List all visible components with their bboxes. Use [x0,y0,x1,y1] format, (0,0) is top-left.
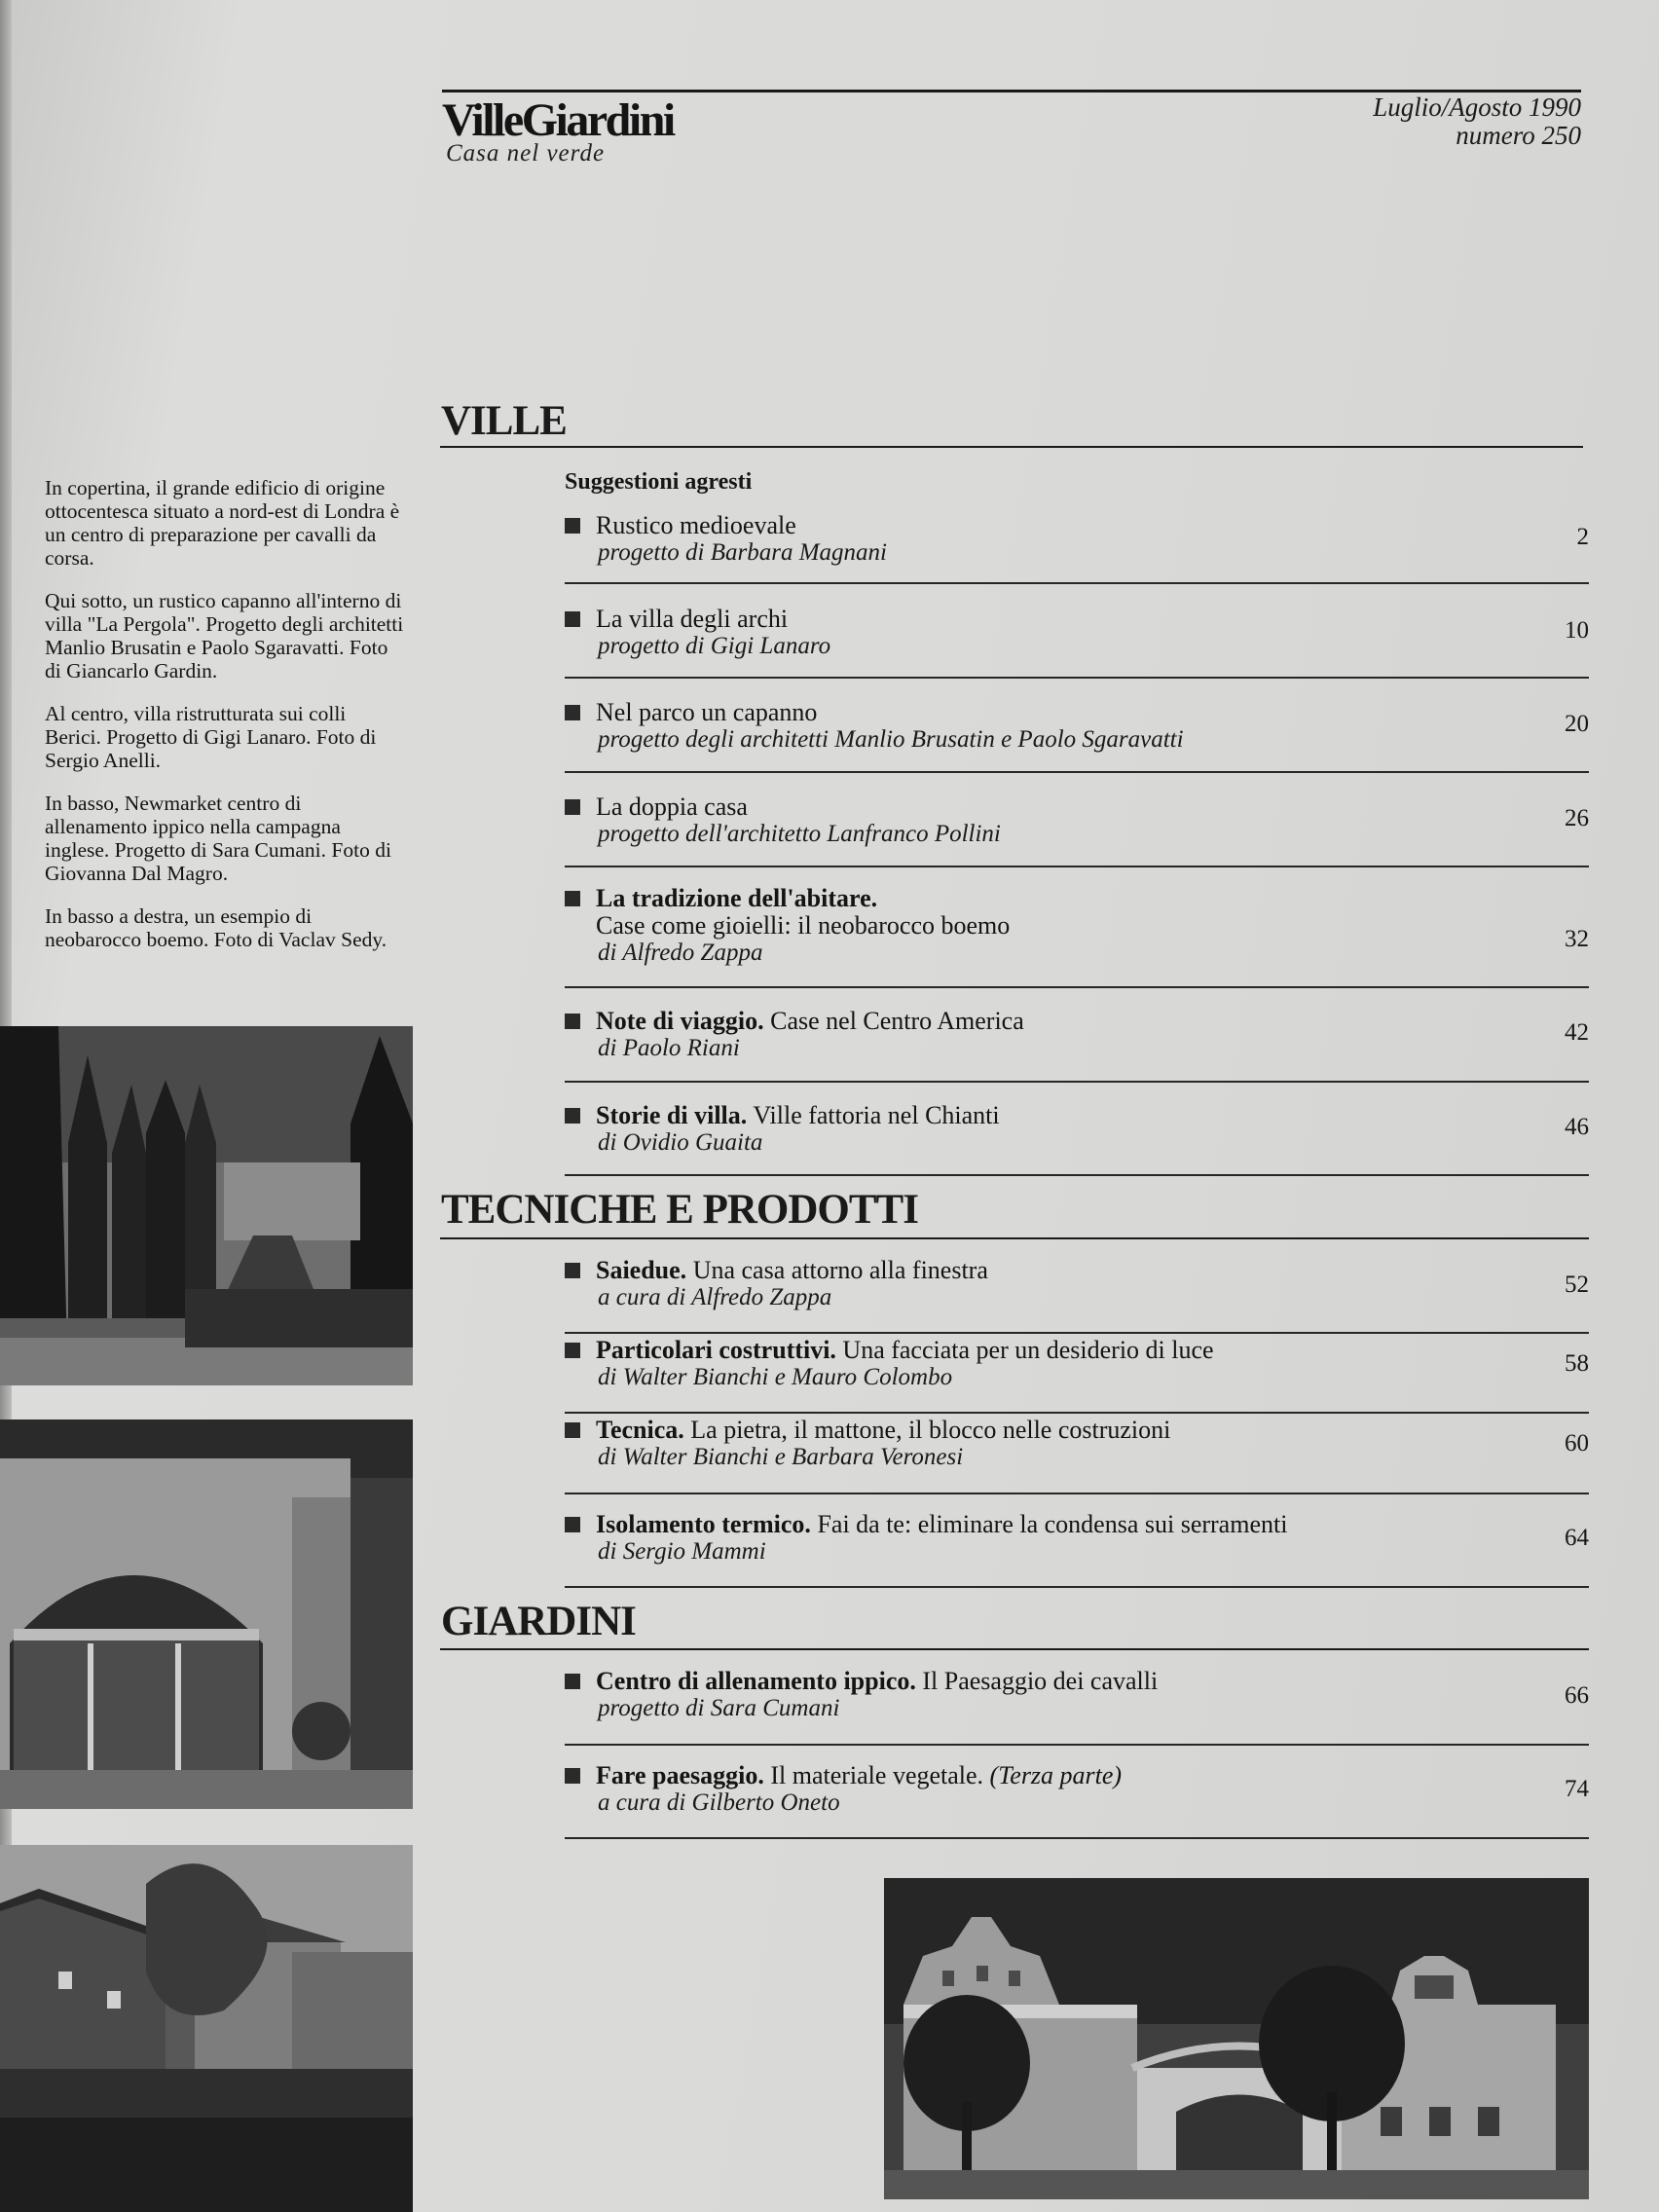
entry-rubric: Tecnica. [596,1416,684,1444]
entry-rubric: Particolari costruttivi. [596,1336,836,1364]
caption-cover: In copertina, il grande edificio di origine ottocentesca situato a nord-est di Londra è un centro di preparazione per cavalli da corsa. [45,476,400,570]
issue-number: numero 250 [1456,121,1581,150]
square-bullet-icon [565,1517,580,1532]
entry-page-number: 2 [1576,524,1589,550]
square-bullet-icon [565,611,580,627]
entry-title: La doppia casa [596,793,748,821]
entry-credit: di Walter Bianchi e Barbara Veronesi [598,1444,964,1470]
toc-entry[interactable] [565,1417,1589,1471]
entry-title-note: (Terza parte) [989,1761,1123,1789]
toc-entry[interactable] [565,1668,1589,1722]
caption-bottom: In basso, Newmarket centro di allenamento ippico nella campagna inglese. Progetto di Sara Cumani. Foto di Giovanna Dal Magro. [45,792,391,885]
square-bullet-icon [565,1263,580,1278]
entry-page-number: 74 [1565,1776,1589,1802]
entry-credit: a cura di Gilberto Oneto [598,1789,840,1816]
entry-credit: di Alfredo Zappa [598,940,763,966]
toc-entry[interactable] [565,885,1589,967]
caption-middle: Al centro, villa ristrutturata sui colli Berici. Progetto di Gigi Lanaro. Foto di Sergio Anelli. [45,702,377,772]
toc-entry[interactable] [565,606,1589,660]
entry-divider [565,1744,1589,1746]
entry-divider [565,1586,1589,1588]
entry-title: La villa degli archi [596,605,789,633]
entry-title: La pietra, il mattone, il blocco nelle costruzioni [690,1416,1171,1444]
entry-page-number: 10 [1565,617,1589,644]
entry-page-number: 46 [1565,1114,1589,1140]
photo-newmarket-house [0,1845,413,2212]
section-heading-giardini: GIARDINI [441,1599,636,1644]
section-rule-tecniche [440,1237,1589,1239]
entry-credit: di Ovidio Guaita [598,1129,763,1156]
entry-rubric: Fare paesaggio. [596,1761,764,1789]
entry-divider [565,1493,1589,1494]
entry-page-number: 58 [1565,1350,1589,1377]
square-bullet-icon [565,1422,580,1438]
entry-divider [565,1837,1589,1839]
entry-page-number: 32 [1565,926,1589,952]
section-rule-ville [440,446,1583,448]
toc-entry[interactable] [565,1102,1589,1157]
entry-title: Una casa attorno alla finestra [692,1256,988,1284]
entry-divider [565,582,1589,584]
entry-rubric: Note di viaggio. [596,1007,764,1035]
toc-entry[interactable] [565,512,1589,567]
entry-credit: di Paolo Riani [598,1035,740,1061]
entry-title: Fai da te: eliminare la condensa sui serramenti [817,1510,1288,1538]
entry-divider [565,1412,1589,1414]
photo-rustic-hut [0,1026,413,1385]
entry-divider [565,1081,1589,1083]
square-bullet-icon [565,799,580,815]
entry-credit: progetto di Sara Cumani [598,1695,840,1721]
issue-date: Luglio/Agosto 1990 [1373,92,1581,122]
entry-rubric: Isolamento termico. [596,1510,811,1538]
entry-credit: progetto dell'architetto Lanfranco Pollini [598,821,1001,847]
square-bullet-icon [565,1674,580,1689]
entry-divider [565,986,1589,988]
entry-divider [565,1332,1589,1334]
square-bullet-icon [565,705,580,720]
entry-page-number: 66 [1565,1682,1589,1709]
photo-bohemian-baroque [884,1878,1589,2199]
entry-rubric: Centro di allenamento ippico. [596,1667,916,1695]
entry-divider [565,1174,1589,1176]
entry-divider [565,677,1589,679]
toc-entry[interactable] [565,1008,1589,1062]
square-bullet-icon [565,1343,580,1358]
square-bullet-icon [565,1014,580,1029]
entry-rubric: Storie di villa. [596,1101,748,1129]
entry-divider [565,771,1589,773]
entry-credit: progetto degli architetti Manlio Brusatin e Paolo Sgaravatti [598,726,1184,753]
section-heading-ville: VILLE [441,398,567,444]
magazine-tagline: Casa nel verde [446,140,606,166]
entry-credit: progetto di Gigi Lanaro [598,633,831,659]
entry-title: Una facciata per un desiderio di luce [842,1336,1214,1364]
toc-entry[interactable] [565,1337,1589,1391]
entry-title: Case come gioielli: il neobarocco boemo [596,911,1011,940]
entry-credit: a cura di Alfredo Zappa [598,1284,832,1310]
entry-divider [565,866,1589,867]
entry-credit: progetto di Barbara Magnani [598,539,887,566]
caption-top: Qui sotto, un rustico capanno all'interno di villa "La Pergola". Progetto degli architetti Manlio Brusatin e Paolo Sgaravatti. Foto di Giancarlo Gardin. [45,589,404,682]
square-bullet-icon [565,891,580,906]
entry-rubric: Saiedue. [596,1256,687,1284]
issue-info [1373,93,1581,150]
entry-page-number: 26 [1565,805,1589,831]
magazine-logo: VilleGiardini [442,94,674,146]
square-bullet-icon [565,1108,580,1124]
toc-entry[interactable] [565,699,1589,754]
square-bullet-icon [565,1768,580,1784]
entry-title: Nel parco un capanno [596,698,818,726]
toc-entry[interactable] [565,1511,1589,1566]
entry-title: Il Paesaggio dei cavalli [922,1667,1159,1695]
entry-page-number: 64 [1565,1525,1589,1551]
square-bullet-icon [565,518,580,534]
toc-entry[interactable] [565,793,1589,848]
toc-entry[interactable] [565,1762,1589,1817]
subsection-suggestioni-agresti: Suggestioni agresti [565,469,753,495]
entry-credit: di Walter Bianchi e Mauro Colombo [598,1364,953,1390]
caption-bottom-right: In basso a destra, un esempio di neobarocco boemo. Foto di Vaclav Sedy. [45,904,387,951]
photo-villa-arch [0,1419,413,1809]
entry-page-number: 60 [1565,1430,1589,1456]
toc-entry[interactable] [565,1257,1589,1311]
entry-title: Rustico medioevale [596,511,796,539]
entry-page-number: 20 [1565,711,1589,737]
section-heading-tecniche-e-prodotti: TECNICHE E PRODOTTI [441,1187,918,1233]
photo-captions [45,476,405,971]
entry-title: Il materiale vegetale. [770,1761,984,1789]
entry-title: Ville fattoria nel Chianti [753,1101,1000,1129]
section-rule-giardini [440,1648,1589,1650]
entry-rubric: La tradizione dell'abitare. [596,884,878,912]
entry-credit: di Sergio Mammi [598,1538,766,1565]
entry-page-number: 52 [1565,1272,1589,1298]
entry-page-number: 42 [1565,1019,1589,1046]
entry-title: Case nel Centro America [770,1007,1024,1035]
